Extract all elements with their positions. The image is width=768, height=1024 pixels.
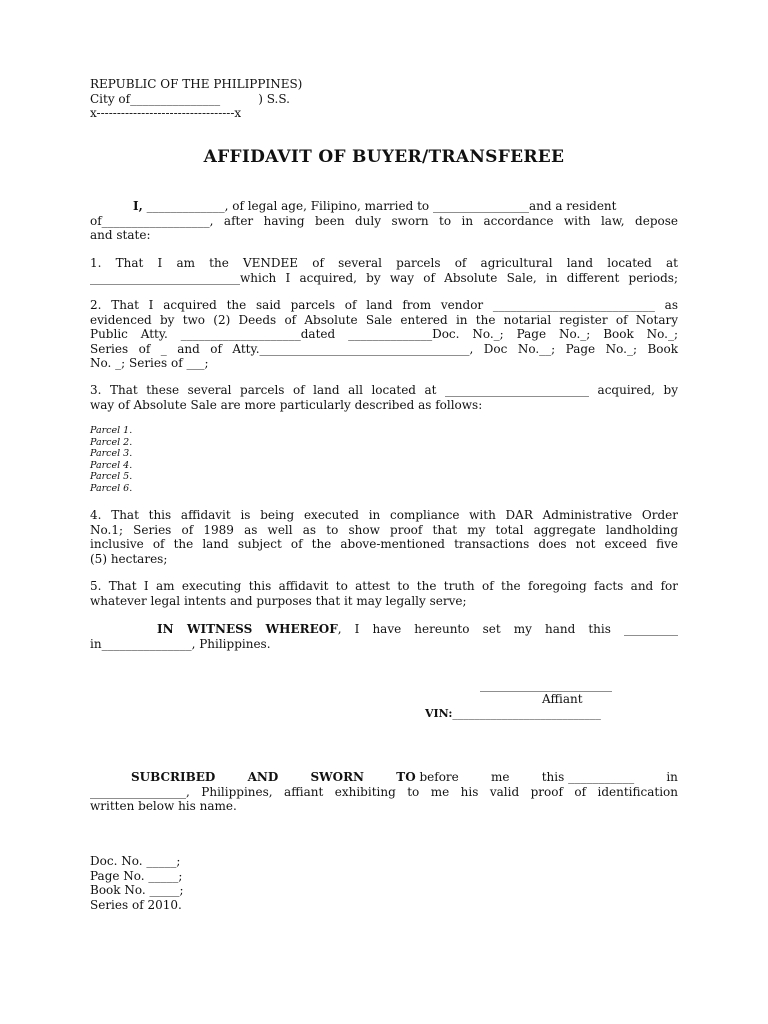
jurat-word: TO before — [396, 770, 459, 784]
witness-line-2: in_______________, Philippines. — [90, 636, 271, 651]
parcel-item: Parcel 3. — [90, 448, 133, 459]
witness-line-1 — [90, 622, 678, 637]
intro-line-1-rest: _____________, of legal age, Filipino, married to ________________and a resident — [142, 199, 617, 213]
jurat-word: in — [666, 770, 678, 784]
paragraph-1-line-1: 1. That I am the VENDEE of several parcels of agricultural land located at — [90, 256, 678, 270]
paragraph-2-line-1: 2. That I acquired the said parcels of land from vendor ___________________________ as — [90, 298, 678, 312]
parcel-item: Parcel 4. — [90, 459, 133, 471]
jurat-word: SUBCRIBED — [131, 770, 216, 784]
venue-line-city: City of_______________ ) S.S. — [90, 91, 290, 106]
parcel-item: Parcel 5. — [90, 471, 133, 482]
paragraph-3 — [90, 383, 678, 412]
paragraph-5-line-2: whatever legal intents and purposes that it may legally serve; — [90, 593, 467, 608]
intro-lead: I, — [133, 199, 143, 213]
witness-clause — [90, 622, 678, 651]
jurat-line-2: ________________, Philippines, affiant exhibiting to me his valid proof of identification — [90, 784, 678, 799]
paragraph-4-line-4: (5) hectares; — [90, 551, 168, 566]
paragraph-4-line-3: inclusive of the land subject of the above-mentioned transactions does not exceed five — [90, 537, 678, 551]
parcel-item: Parcel 6. — [90, 482, 133, 494]
vin-blank: ___________________________ — [452, 707, 601, 720]
witness-lead: IN WITNESS WHEREOF — [157, 622, 338, 636]
paragraph-4-line-1: 4. That this affidavit is being executed in compliance with DAR Administrative Order — [90, 508, 678, 522]
affiant-signature-line: ______________________ — [480, 678, 612, 692]
intro-line-3: and state: — [90, 228, 151, 242]
venue-line-divider: x----------------------------------x — [90, 106, 242, 120]
paragraph-5-line-1: 5. That I am executing this affidavit to attest to the truth of the foregoing facts and for — [90, 579, 678, 593]
jurat-word: AND — [247, 770, 279, 784]
jurat-line-3: written below his name. — [90, 799, 237, 813]
doc-number: Doc. No. _____; — [90, 854, 181, 868]
paragraph-2 — [90, 298, 678, 371]
jurat-line-1 — [90, 770, 678, 785]
notarial-register — [90, 854, 678, 912]
paragraph-1-line-2: _________________________which I acquired, by way of Absolute Sale, in different periods; — [90, 270, 678, 285]
jurat-paragraph — [90, 770, 678, 814]
affiant-label: Affiant — [542, 692, 583, 706]
intro-paragraph — [90, 199, 678, 243]
paragraph-3-line-1: 3. That these several parcels of land all located at ________________________ acquired, by — [90, 383, 678, 397]
page-number: Page No. _____; — [90, 868, 183, 883]
venue-header — [90, 77, 678, 121]
jurat-word: this ___________ — [541, 770, 635, 784]
paragraph-2-line-4: Series of _ and of Atty.___________________________________, Doc No.__; Page No._; Book — [90, 341, 678, 356]
document-title: AFFIDAVIT OF BUYER/TRANSFEREE — [203, 147, 565, 167]
jurat-word: SWORN — [310, 770, 365, 784]
paragraph-2-line-3: Public Atty. ____________________dated ______________Doc. No._; Page No._; Book No._; — [90, 327, 678, 341]
witness-line-1-rest: , I have hereunto set my hand this _________ — [337, 622, 678, 636]
book-number: Book No. _____; — [90, 883, 184, 897]
parcel-item: Parcel 2. — [90, 436, 133, 448]
paragraph-3-line-2: way of Absolute Sale are more particularly described as follows: — [90, 397, 483, 412]
vin-field — [425, 707, 601, 722]
jurat-word: me — [491, 770, 510, 784]
vin-label: VIN: — [425, 707, 453, 720]
paragraph-2-line-2: evidenced by two (2) Deeds of Absolute Sale entered in the notarial register of Notary — [90, 312, 678, 327]
paragraph-2-line-5: No. _; Series of ___; — [90, 356, 209, 370]
paragraph-4 — [90, 508, 678, 566]
intro-line-2: of__________________, after having been duly sworn to in accordance with law, depose — [90, 213, 678, 228]
series-year: Series of 2010. — [90, 897, 182, 912]
parcel-list — [90, 425, 678, 494]
parcel-item: Parcel 1. — [90, 425, 133, 436]
venue-line-republic: REPUBLIC OF THE PHILIPPINES) — [90, 77, 303, 91]
intro-line-1 — [90, 199, 678, 214]
paragraph-4-line-2: No.1; Series of 1989 as well as to show proof that my total aggregate landholding — [90, 522, 678, 537]
paragraph-5 — [90, 579, 678, 608]
paragraph-1 — [90, 256, 678, 285]
